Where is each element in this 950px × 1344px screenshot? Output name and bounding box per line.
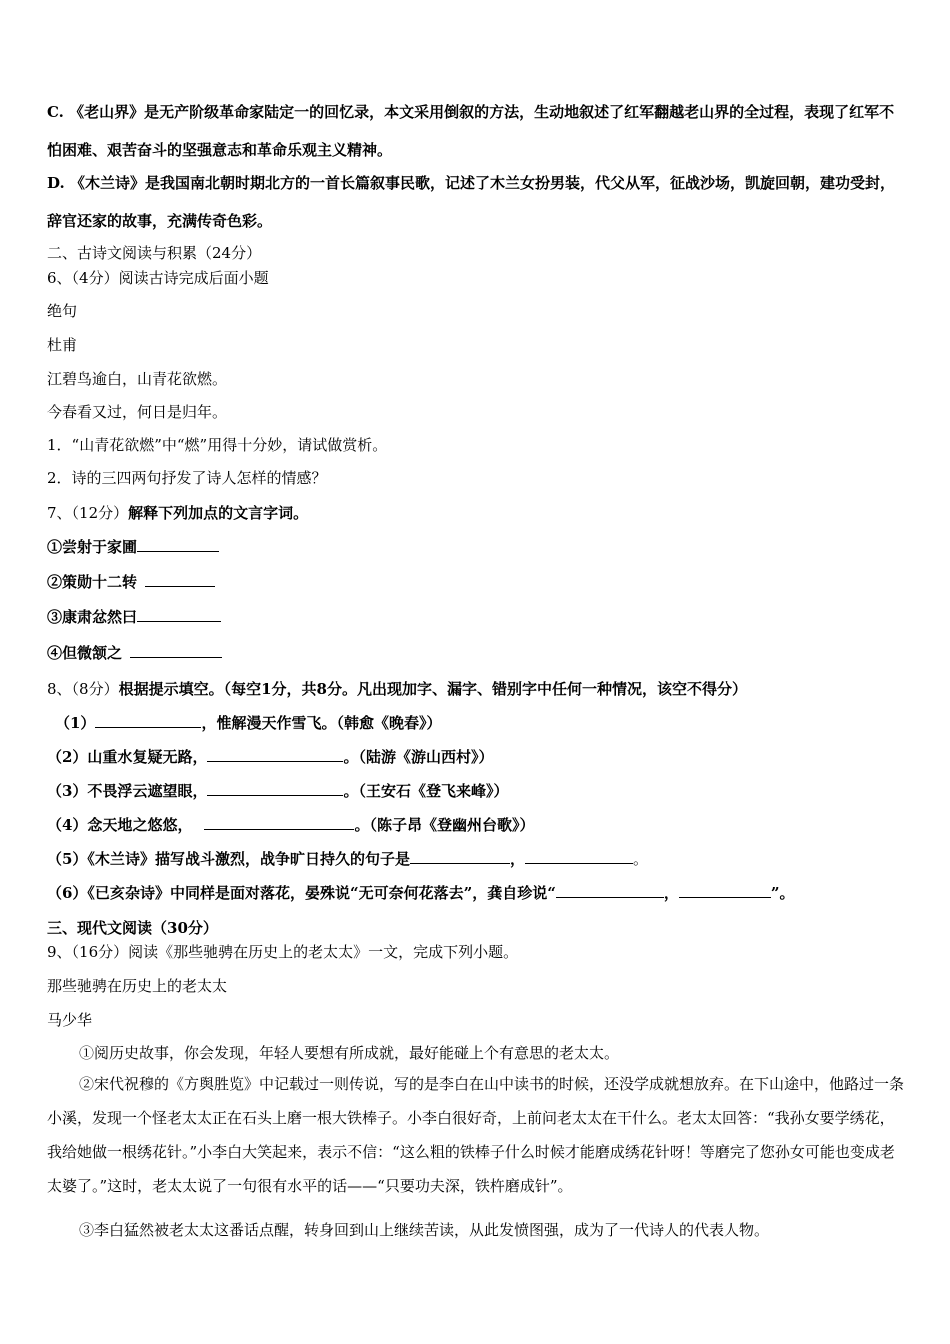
q7-item-2 xyxy=(47,572,215,592)
q8-item-6-mid: ， xyxy=(663,884,679,902)
q8-item-6-pre: （6）《已亥杂诗》中同样是面对落花，晏殊说“无可奈何花落去”，龚自珍说“ xyxy=(47,884,556,902)
q8-prefix: 8、（8分） xyxy=(47,680,119,698)
option-c-text: 《老山界》是无产阶级革命家陆定一的回忆录，本文采用倒叙的方法，生动地叙述了红军翻越老山界的全过程，表现了红军不怕困难、艰苦奋斗的坚强意志和革命乐观主义精神。 xyxy=(47,103,895,159)
q6-header: 6、（4分）阅读古诗完成后面小题 xyxy=(47,269,269,287)
q8-item-5-pre: （5）《木兰诗》描写战斗激烈，战争旷日持久的句子是 xyxy=(47,850,410,868)
article-paragraph-2: ②宋代祝穆的《方舆胜览》中记载过一则传说，写的是李白在山中读书的时候，还没学成就想放弃。在下山途中，他路过一条小溪，发现一个怪老太太正在石头上磨一根大铁棒子。小李白很好奇，上前问老太太在干什么。老太太回答：“我孙女要学绣花，我给她做一根绣花针。”小李白大笑起来，表示不信：“这么粗的铁棒子什么时候才能磨成绣花针呀！等磨完了您孙女可能也变成老太婆了。”这时，老太太说了一句很有水平的话——“只要功夫深，铁杵磨成针”。 xyxy=(47,1075,905,1195)
poem-title: 绝句 xyxy=(47,302,78,320)
q7-header xyxy=(47,503,308,523)
q8-item-1 xyxy=(55,713,441,733)
q8-item-2 xyxy=(47,747,493,767)
q8-item-5 xyxy=(47,849,648,869)
q7-item-3 xyxy=(47,607,221,627)
q8-item-6-post: ”。 xyxy=(770,884,795,902)
option-d-text: 《木兰诗》是我国南北朝时期北方的一首长篇叙事民歌，记述了木兰女扮男装，代父从军，征战沙场，凯旋回朝，建功受封，辞官还家的故事，充满传奇色彩。 xyxy=(47,174,895,230)
q8-item-4-post: 。（陈子昂《登幽州台歌》） xyxy=(354,816,535,834)
answer-blank[interactable] xyxy=(556,883,664,898)
answer-blank[interactable] xyxy=(410,849,510,864)
poem-line-2: 今春看又过，何日是归年。 xyxy=(47,403,228,421)
poem-line-1: 江碧鸟逾白，山青花欲燃。 xyxy=(47,370,228,388)
answer-blank[interactable] xyxy=(145,572,215,587)
q7-item-4 xyxy=(47,643,222,663)
q8-header xyxy=(47,679,747,699)
option-c-label: C. xyxy=(47,103,64,121)
article-paragraph-3: ③李白猛然被老太太这番话点醒，转身回到山上继续苦读，从此发愤图强，成为了一代诗人的代表人物。 xyxy=(79,1221,770,1239)
q8-item-3 xyxy=(47,781,508,801)
q8-item-5-mid: ， xyxy=(509,850,525,868)
option-c xyxy=(47,93,905,169)
answer-blank[interactable] xyxy=(207,747,343,762)
q8-item-4 xyxy=(47,815,534,835)
answer-blank[interactable] xyxy=(137,537,219,552)
q8-item-1-text: ，惟解漫天作雪飞。（韩愈《晚春》） xyxy=(201,714,442,732)
q8-item-3-pre: （3）不畏浮云遮望眼， xyxy=(47,782,208,800)
q7-item-1 xyxy=(47,537,219,557)
q8-item-5-post: 。 xyxy=(632,850,648,868)
answer-blank[interactable] xyxy=(130,643,222,658)
section-2-title: 二、古诗文阅读与积累（24分） xyxy=(47,244,262,262)
option-d-label: D. xyxy=(47,174,65,192)
article-author: 马少华 xyxy=(47,1011,93,1029)
option-d xyxy=(47,164,905,240)
article-paragraph-1: ①阅历史故事，你会发现，年轻人要想有所成就，最好能碰上个有意思的老太太。 xyxy=(79,1044,620,1062)
q7-prefix: 7、（12分） xyxy=(47,504,129,522)
q7-item-1-text: ①尝射于家圃 xyxy=(47,538,138,556)
q7-instruction: 解释下列加点的文言字词。 xyxy=(128,504,309,522)
article-title: 那些驰骋在历史上的老太太 xyxy=(47,977,228,995)
q7-item-3-text: ③康肃忿然曰 xyxy=(47,608,138,626)
q8-instruction: 根据提示填空。（每空1分，共8分。凡出现加字、漏字、错别字中任何一种情况，该空不得分） xyxy=(118,680,747,698)
q8-item-2-pre: （2）山重水复疑无路， xyxy=(47,748,208,766)
answer-blank[interactable] xyxy=(95,713,201,728)
q7-item-4-text: ④但微颔之 xyxy=(47,644,123,662)
answer-blank[interactable] xyxy=(204,815,354,830)
q8-item-6 xyxy=(47,883,794,903)
q8-item-1-num: （1） xyxy=(55,714,96,732)
q7-item-2-text: ②策勋十二转 xyxy=(47,573,138,591)
q6-sub-1: 1．“山青花欲燃”中“燃”用得十分妙，请试做赏析。 xyxy=(47,436,388,454)
answer-blank[interactable] xyxy=(137,607,221,622)
q8-item-4-pre: （4）念天地之悠悠， xyxy=(47,816,193,834)
q8-item-2-post: 。（陆游《游山西村》） xyxy=(343,748,494,766)
q8-item-3-post: 。（王安石《登飞来峰》） xyxy=(343,782,509,800)
q6-sub-2: 2．诗的三四两句抒发了诗人怎样的情感？ xyxy=(47,469,327,487)
answer-blank[interactable] xyxy=(679,883,771,898)
answer-blank[interactable] xyxy=(525,849,633,864)
poem-poet: 杜甫 xyxy=(47,336,78,354)
answer-blank[interactable] xyxy=(207,781,343,796)
q9-header: 9、（16分）阅读《那些驰骋在历史上的老太太》一文，完成下列小题。 xyxy=(47,943,519,961)
section-3-title: 三、现代文阅读（30分） xyxy=(47,919,218,937)
